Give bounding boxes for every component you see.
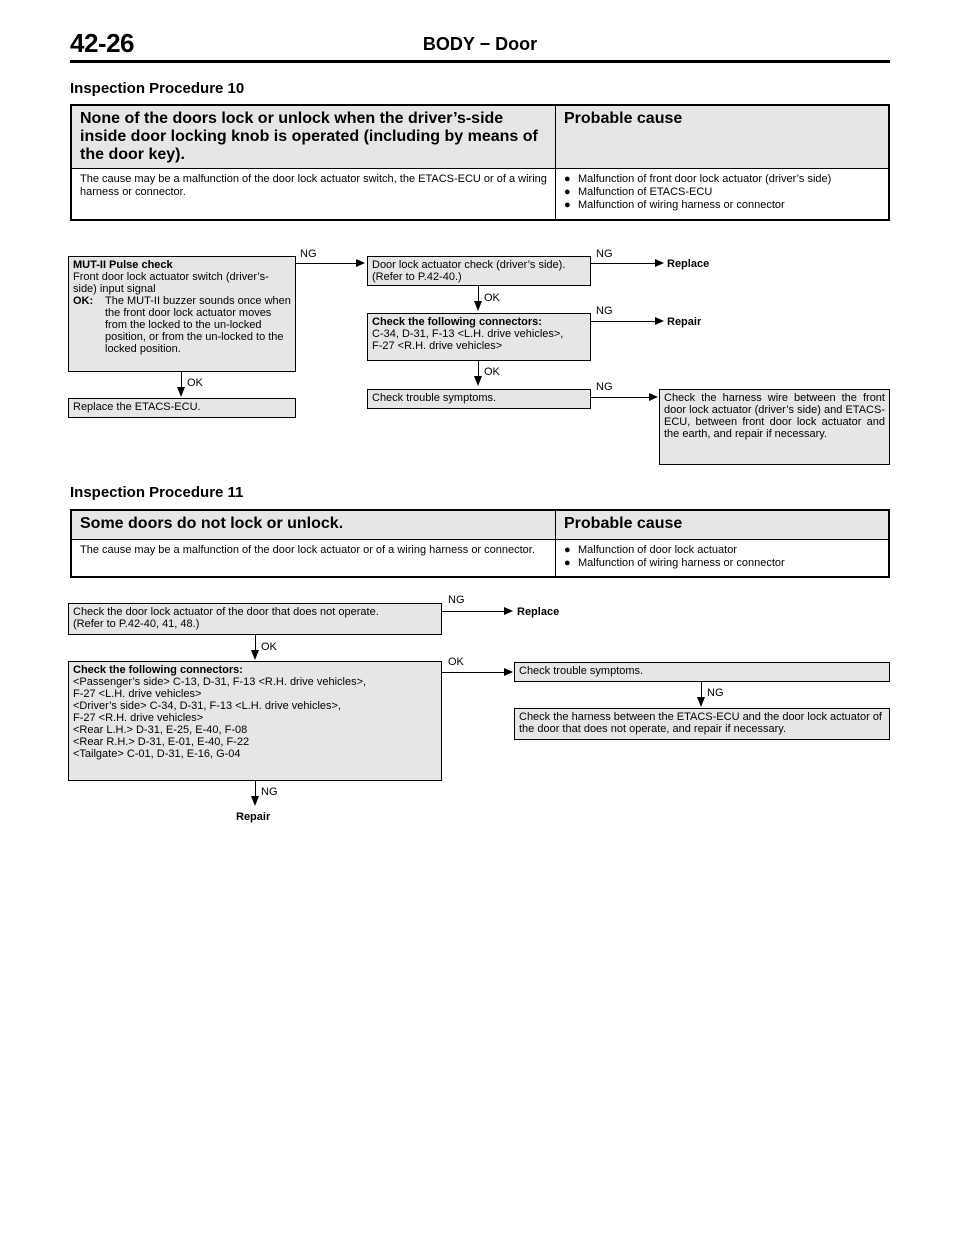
connectors-line: <Driver’s side> C-34, D-31, F-13 <L.H. drive vehicles>, (73, 700, 341, 712)
proc11-cause-list (556, 540, 888, 576)
flow-line (255, 781, 256, 797)
arrow-down-icon (177, 387, 185, 397)
actuator-check-box: Door lock actuator check (driver’s side). (Refer to P.42-40.) (367, 256, 591, 286)
proc11-symptom: Some doors do not lock or unlock. (72, 511, 556, 539)
ng-label: NG (596, 381, 613, 393)
replace-label: Replace (667, 258, 710, 270)
actuator-check-line: Check the door lock actuator of the door that does not operate. (73, 606, 379, 618)
flow-line (296, 263, 356, 264)
arrow-right-icon (504, 668, 513, 676)
ok-text: The MUT-II buzzer sounds once when the front door lock actuator moves from the locked to the un-locked position, or from the un-locked to the locked position. (105, 295, 291, 355)
connectors-check-box (68, 661, 442, 781)
proc10-description: The cause may be a malfunction of the door lock actuator switch, the ETACS-ECU or of a wiring harness or connector. (72, 169, 556, 219)
flow-line (442, 672, 504, 673)
actuator-check-box (68, 603, 442, 635)
flow-line (255, 635, 256, 651)
arrow-right-icon (356, 259, 365, 267)
arrow-right-icon (655, 317, 664, 325)
replace-label: Replace (517, 606, 560, 618)
flow-line (591, 263, 655, 264)
connectors-line: F-27 <R.H. drive vehicles> (372, 340, 503, 352)
arrow-down-icon (251, 796, 259, 806)
proc10-symptom: None of the doors lock or unlock when the driver’s-side inside door locking knob is operated (including by means of the door key). (72, 106, 556, 168)
connectors-line: <Tailgate> C-01, D-31, E-16, G-04 (73, 748, 241, 760)
flow-line (591, 321, 655, 322)
proc10-title: Inspection Procedure 10 (70, 80, 245, 97)
connectors-line: F-27 <L.H. drive vehicles> (73, 688, 202, 700)
proc11-table (70, 509, 890, 578)
connectors-line: F-27 <R.H. drive vehicles> (73, 712, 204, 724)
proc10-cause-list (556, 169, 888, 219)
arrow-down-icon (474, 376, 482, 386)
proc10-table (70, 104, 890, 221)
arrow-down-icon (474, 301, 482, 311)
ng-label: NG (261, 786, 278, 798)
ok-label: OK (484, 292, 500, 304)
repair-label: Repair (236, 811, 271, 823)
list-item: ● Malfunction of wiring harness or connector (564, 199, 785, 211)
flow-line (478, 286, 479, 302)
ng-label: NG (300, 248, 317, 260)
arrow-down-icon (251, 650, 259, 660)
actuator-check-line: (Refer to P.42-40, 41, 48.) (73, 618, 200, 630)
ng-label: NG (448, 594, 465, 606)
ok-key: OK: (73, 295, 94, 307)
proc11-description: The cause may be a malfunction of the door lock actuator or of a wiring harness or connector. (72, 540, 556, 576)
arrow-right-icon (649, 393, 658, 401)
flow-line (701, 682, 702, 698)
ok-label: OK (261, 641, 277, 653)
arrow-right-icon (504, 607, 513, 615)
ok-label: OK (484, 366, 500, 378)
connectors-line: C-34, D-31, F-13 <L.H. drive vehicles>, (372, 328, 564, 340)
connectors-title: Check the following connectors: (73, 664, 243, 676)
trouble-symptoms-box: Check trouble symptoms. (514, 662, 890, 682)
mut-title: MUT-II Pulse check (73, 259, 173, 271)
replace-ecu-box: Replace the ETACS-ECU. (68, 398, 296, 418)
flow-line (478, 361, 479, 377)
repair-label: Repair (667, 316, 702, 328)
proc10-cause-heading: Probable cause (564, 110, 683, 127)
proc11-title: Inspection Procedure 11 (70, 484, 244, 501)
ng-label: NG (596, 305, 613, 317)
harness-check-box: Check the harness wire between the front door lock actuator (driver’s side) and ETACS-ECU, between front door lock actuator and the earth, and repair if necessary. (659, 389, 890, 465)
ng-label: NG (596, 248, 613, 260)
arrow-right-icon (655, 259, 664, 267)
connectors-line: <Passenger’s side> C-13, D-31, F-13 <R.H. drive vehicles>, (73, 676, 367, 688)
ok-label: OK (448, 656, 464, 668)
list-item: ● Malfunction of ETACS-ECU (564, 186, 713, 198)
mut-pulse-check-box (68, 256, 296, 372)
connectors-title: Check the following connectors: (372, 316, 542, 328)
connectors-check-box (367, 313, 591, 361)
proc11-cause-heading: Probable cause (564, 515, 683, 532)
flow-line (591, 397, 649, 398)
mut-signal: Front door lock actuator switch (driver’s-side) input signal (73, 271, 269, 295)
trouble-symptoms-box: Check trouble symptoms. (367, 389, 591, 409)
flow-line (442, 611, 504, 612)
ng-label: NG (707, 687, 724, 699)
list-item: ● Malfunction of door lock actuator (564, 544, 737, 556)
list-item: ● Malfunction of front door lock actuator (driver’s side) (564, 173, 832, 185)
page-title: BODY − Door (422, 34, 538, 54)
list-item: ● Malfunction of wiring harness or connector (564, 557, 785, 569)
connectors-line: <Rear R.H.> D-31, E-01, E-40, F-22 (73, 736, 250, 748)
page-number: 42-26 (70, 28, 134, 58)
header-rule (70, 60, 890, 63)
flow-line (181, 372, 182, 388)
arrow-down-icon (697, 697, 705, 707)
ok-label: OK (187, 377, 203, 389)
harness-check-box: Check the harness between the ETACS-ECU and the door lock actuator of the door that does not operate, and repair if necessary. (514, 708, 890, 740)
connectors-line: <Rear L.H.> D-31, E-25, E-40, F-08 (73, 724, 248, 736)
